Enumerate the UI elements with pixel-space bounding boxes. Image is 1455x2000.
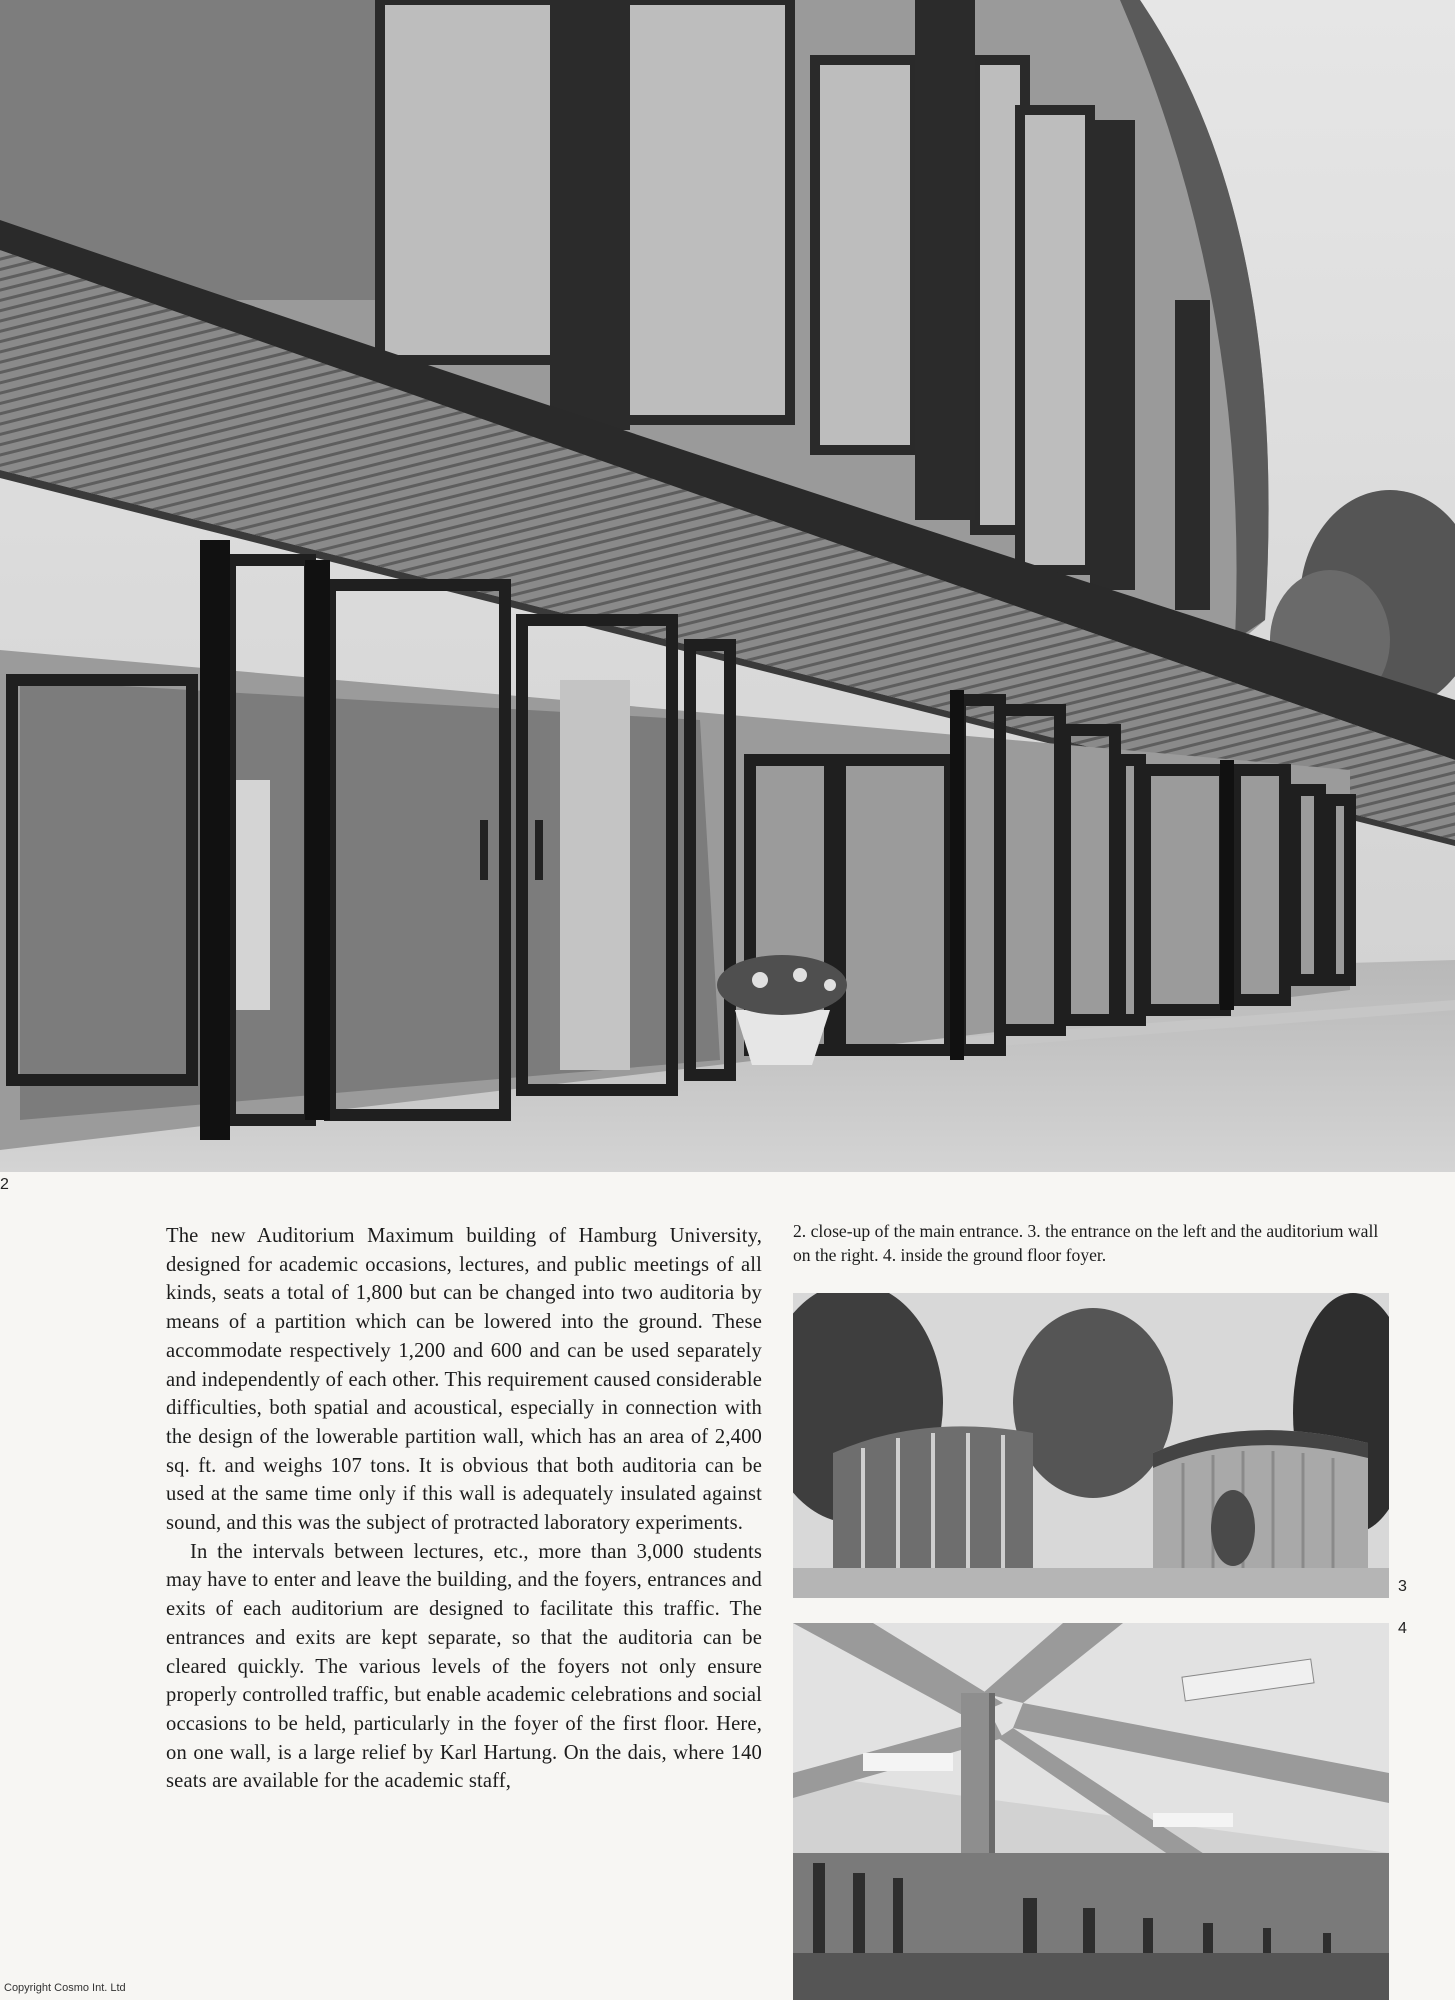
figure-captions: 2. close-up of the main entrance. 3. the entrance on the left and the auditorium wall on the right. 4. inside the ground floor foyer.	[793, 1221, 1379, 1265]
paragraph-2: In the intervals between lectures, etc., more than 3,000 students may have to enter and leave the building, and the foyers, entrances and exits of each auditorium are designed to facilitate this traffic. The entrances and exits are kept separate, so that the auditoria can be cleared quickly. The various levels of the foyers not only ensure properly controlled traffic, but enable academic celebrations and social occasions to be held, particularly in the foyer of the first floor. Here, on one wall, is a large relief by Karl Hartung. On the dais, where 140 seats are available for the academic staff,	[166, 1540, 762, 1793]
auditorium-exterior-photo	[793, 1293, 1389, 1598]
article-body	[166, 1222, 762, 1796]
figure-number-2: 2	[0, 1176, 9, 1193]
figure-number-4: 4	[1398, 1620, 1407, 1637]
ground-floor-foyer-photo	[793, 1623, 1389, 2000]
copyright-notice: Copyright Cosmo Int. Ltd	[4, 1982, 126, 1994]
paragraph-1: The new Auditorium Maximum building of Hamburg University, designed for academic occasions, lectures, and public meetings of all kinds, seats a total of 1,800 but can be changed into two auditoria by means of a partition which can be lowered into the ground. These accommodate respectively 1,200 and 600 and can be used separately and independently of each other. This requirement caused considerable difficulties, both spatial and acoustical, especially in connection with the design of the lowerable partition wall, which has an area of 2,400 sq. ft. and weighs 107 tons. It is obvious that both auditoria can be used at the same time only if this wall is adequately insulated against sound, and this was the subject of protracted laboratory experiments.	[166, 1225, 762, 1535]
figure-number-3: 3	[1398, 1578, 1407, 1595]
